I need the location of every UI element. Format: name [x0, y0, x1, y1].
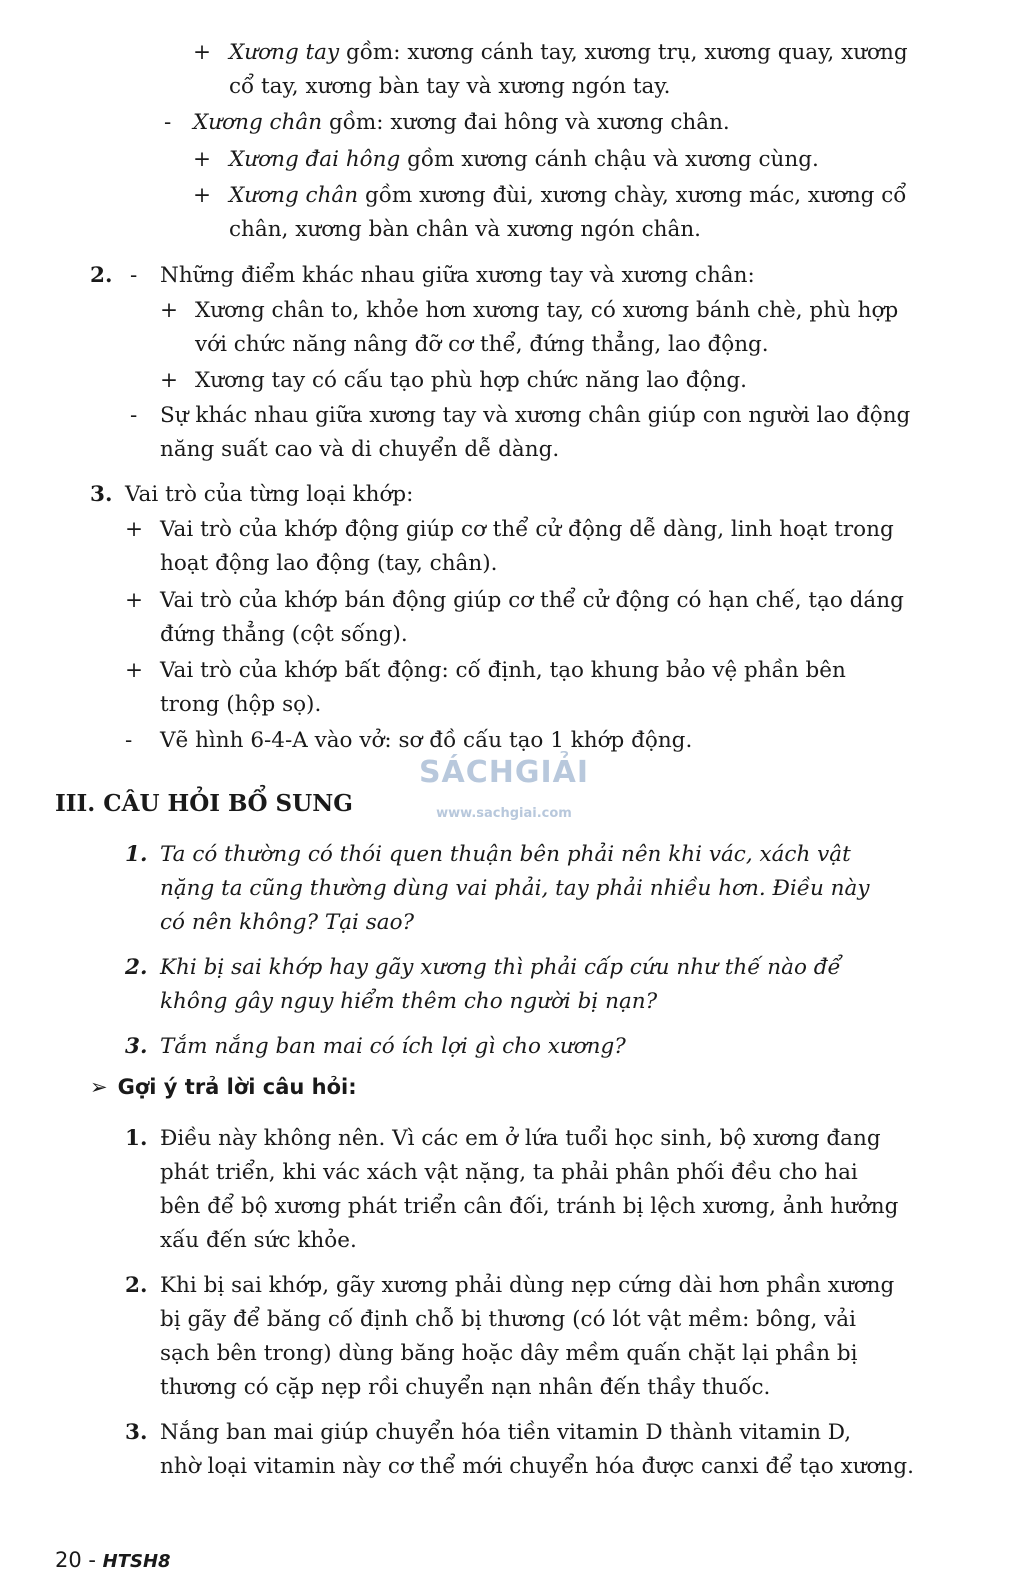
text-line: hoạt động lao động (tay, chân).	[160, 551, 498, 576]
text-line: Vai trò của khớp bán động giúp cơ thể cử động có hạn chế, tạo dáng	[160, 588, 904, 613]
text-line: Xương chân gồm xương đùi, xương chày, xương mác, xương cổ	[229, 183, 907, 208]
answer-line: bên để bộ xương phát triển cân đối, tránh bị lệch xương, ảnh hưởng	[160, 1194, 899, 1219]
answer-line: bị gãy để băng cố định chỗ bị thương (có lót vật mềm: bông, vải	[160, 1307, 856, 1332]
dash-marker: -	[130, 403, 138, 428]
text-line: năng suất cao và di chuyển dễ dàng.	[160, 437, 560, 462]
text-line: Xương tay có cấu tạo phù hợp chức năng lao động.	[195, 368, 747, 393]
answer-line: thương có cặp nẹp rồi chuyển nạn nhân đến thầy thuốc.	[160, 1375, 771, 1400]
text-line: Xương đai hông gồm xương cánh chậu và xương cùng.	[229, 147, 819, 172]
dash-marker: -	[164, 110, 172, 135]
bullet-marker: +	[125, 658, 144, 683]
question-line: không gây nguy hiểm thêm cho người bị nạn?	[160, 989, 658, 1014]
dash-marker: -	[125, 728, 133, 753]
bullet-marker: +	[125, 517, 144, 542]
text-line: Vai trò của khớp động giúp cơ thể cử động dễ dàng, linh hoạt trong	[160, 517, 894, 542]
text-line: Những điểm khác nhau giữa xương tay và xương chân:	[160, 263, 755, 288]
bullet-marker: +	[193, 147, 212, 172]
bullet-marker: +	[193, 183, 212, 208]
answer-line: Nắng ban mai giúp chuyển hóa tiền vitamin D thành vitamin D,	[160, 1420, 852, 1445]
text-line: Xương chân to, khỏe hơn xương tay, có xương bánh chè, phù hợp	[195, 298, 899, 323]
text-line: Xương tay gồm: xương cánh tay, xương trụ, xương quay, xương	[229, 40, 908, 65]
text-line: với chức năng nâng đỡ cơ thể, đứng thẳng, lao động.	[195, 332, 769, 357]
watermark	[404, 755, 604, 821]
dash-marker: -	[130, 263, 138, 288]
bullet-marker: +	[193, 40, 212, 65]
page-number: 20	[55, 1548, 82, 1572]
hint-heading	[90, 1075, 357, 1099]
text-line: trong (hộp sọ).	[160, 692, 322, 717]
answer-number: 2.	[125, 1273, 148, 1298]
question-number: 1.	[125, 842, 148, 867]
text-line: Sự khác nhau giữa xương tay và xương chân giúp con người lao động	[160, 403, 911, 428]
question-line: có nên không? Tại sao?	[160, 910, 415, 935]
bullet-marker: +	[125, 588, 144, 613]
watermark-logo: SÁCHGIẢI	[418, 755, 590, 790]
page-footer	[55, 1548, 171, 1572]
book-code: HTSH8	[102, 1551, 171, 1572]
answer-line: Khi bị sai khớp, gãy xương phải dùng nẹp cứng dài hơn phần xương	[160, 1273, 895, 1298]
item-number: 2.	[90, 263, 113, 288]
text-line: cổ tay, xương bàn tay và xương ngón tay.	[229, 74, 671, 99]
question-line: Tắm nắng ban mai có ích lợi gì cho xương?	[160, 1034, 626, 1059]
watermark-url: www.sachgiai.com	[436, 806, 572, 821]
hint-heading-text: Gợi ý trả lời câu hỏi:	[117, 1075, 357, 1099]
answer-line: sạch bên trong) dùng băng hoặc dây mềm quấn chặt lại phần bị	[160, 1341, 858, 1366]
bullet-marker: +	[160, 368, 179, 393]
question-line: Ta có thường có thói quen thuận bên phải nên khi vác, xách vật	[160, 842, 851, 867]
answer-number: 1.	[125, 1126, 148, 1151]
answer-line: nhờ loại vitamin này cơ thể mới chuyển hóa được canxi để tạo xương.	[160, 1454, 914, 1479]
answer-line: Điều này không nên. Vì các em ở lứa tuổi học sinh, bộ xương đang	[160, 1126, 881, 1151]
text-line: chân, xương bàn chân và xương ngón chân.	[229, 217, 702, 242]
question-line: Khi bị sai khớp hay gãy xương thì phải cấp cứu như thế nào để	[160, 955, 841, 980]
item-title: Vai trò của từng loại khớp:	[125, 482, 414, 507]
question-line: nặng ta cũng thường dùng vai phải, tay phải nhiều hơn. Điều này	[160, 876, 870, 901]
question-number: 2.	[125, 955, 148, 980]
answer-number: 3.	[125, 1420, 148, 1445]
text-line: Vẽ hình 6-4-A vào vở: sơ đồ cấu tạo 1 khớp động.	[160, 728, 693, 753]
text-line: Xương chân gồm: xương đai hông và xương chân.	[193, 110, 730, 135]
answer-line: xấu đến sức khỏe.	[160, 1228, 357, 1253]
text-line: Vai trò của khớp bất động: cố định, tạo khung bảo vệ phần bên	[160, 658, 846, 683]
item-number: 3.	[90, 482, 113, 507]
arrow-icon: ➢	[90, 1075, 108, 1099]
question-number: 3.	[125, 1034, 148, 1059]
text-line: đứng thẳng (cột sống).	[160, 622, 408, 647]
section-heading: III. CÂU HỎI BỔ SUNG	[55, 790, 353, 817]
footer-separator: -	[81, 1548, 103, 1572]
bullet-marker: +	[160, 298, 179, 323]
answer-line: phát triển, khi vác xách vật nặng, ta phải phân phối đều cho hai	[160, 1160, 858, 1185]
